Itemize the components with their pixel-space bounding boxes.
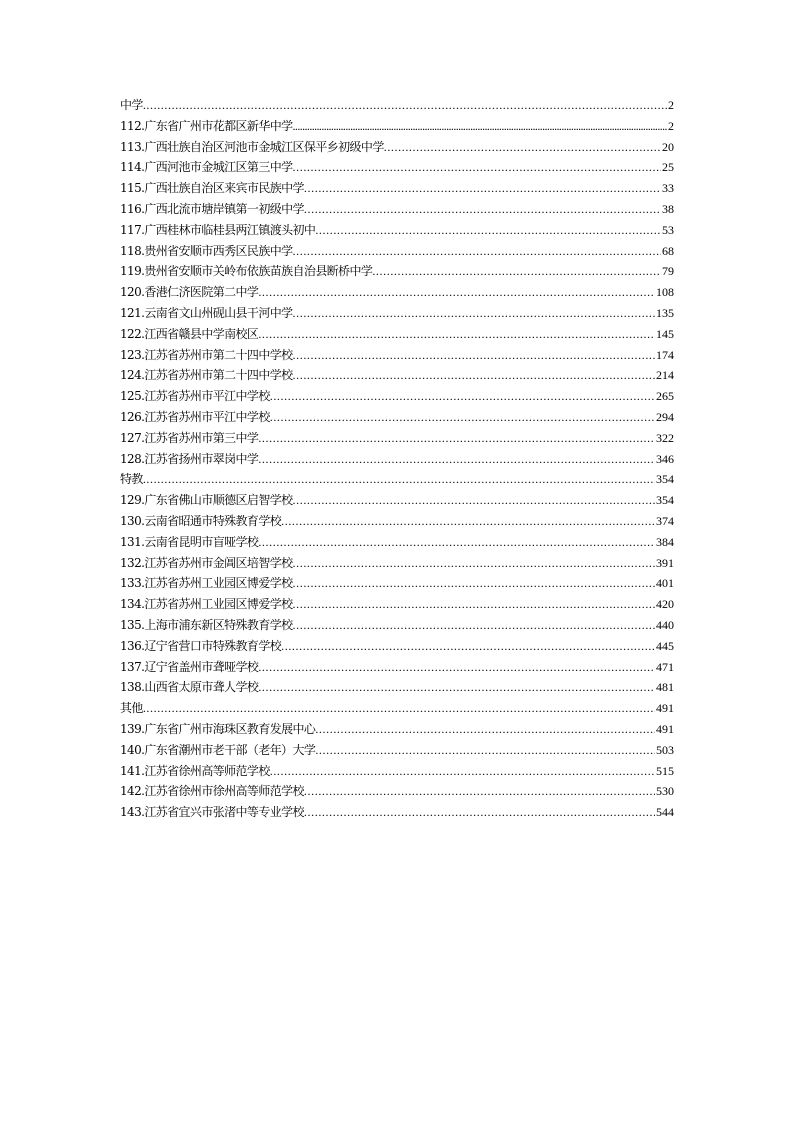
toc-entry[interactable] (120, 802, 674, 823)
toc-dot-leader (315, 740, 655, 761)
toc-entry[interactable] (120, 469, 674, 490)
toc-entry[interactable] (120, 407, 674, 428)
toc-entry-page-number: 38 (662, 201, 674, 216)
toc-entry[interactable] (120, 615, 674, 636)
toc-entry-page-number: 354 (656, 493, 674, 508)
toc-entry-title: 130.云南省昭通市特殊教育学校 (120, 513, 282, 528)
toc-entry-page-number: 2 (668, 98, 674, 112)
toc-dot-leader (304, 802, 655, 823)
toc-entry-title: 135.上海市浦东新区特殊教育学校 (120, 617, 293, 632)
toc-entry-page-number: 108 (656, 285, 674, 300)
toc-entry-page-number: 384 (656, 534, 674, 549)
toc-entry-title: 122.江西省赣县中学南校区 (120, 326, 259, 341)
toc-entry-title: 119.贵州省安顺市关岭布依族苗族自治县断桥中学 (120, 264, 373, 279)
toc-entry-title: 126.江苏省苏州市平江中学校 (120, 409, 270, 424)
toc-dot-leader (270, 407, 655, 428)
toc-entry[interactable] (120, 116, 674, 137)
toc-entry-title: 其他 (120, 701, 143, 716)
toc-entry[interactable] (120, 199, 674, 220)
toc-entry-title: 140.广东省潮州市老干部（老年）大学 (120, 742, 316, 757)
toc-entry-page-number: 2 (668, 118, 674, 133)
toc-entry-title: 中学 (120, 98, 143, 112)
toc-entry[interactable] (120, 511, 674, 532)
toc-entry-title: 121.云南省文山州砚山县干河中学 (120, 305, 293, 320)
toc-dot-leader (304, 199, 661, 220)
toc-dot-leader (143, 698, 655, 719)
toc-entry-title: 112.广东省广州市花都区新华中学 (120, 118, 293, 133)
toc-entry[interactable] (120, 365, 674, 386)
toc-dot-leader (281, 636, 655, 657)
toc-entry-page-number: 354 (656, 472, 674, 487)
toc-entry-title: 143.江苏省宜兴市张渚中等专业学校 (120, 805, 304, 820)
toc-dot-leader (258, 428, 655, 449)
toc-entry[interactable] (120, 719, 674, 740)
toc-entry-page-number: 79 (662, 264, 674, 279)
toc-entry[interactable] (120, 282, 674, 303)
toc-dot-leader (270, 761, 655, 782)
toc-entry[interactable] (120, 220, 674, 241)
toc-dot-leader (258, 282, 655, 303)
toc-dot-leader (293, 594, 655, 615)
toc-entry-page-number: 401 (656, 576, 674, 591)
toc-entry-page-number: 135 (656, 305, 674, 320)
toc-entry-page-number: 145 (656, 326, 674, 341)
toc-dot-leader (293, 116, 667, 137)
toc-dot-leader (258, 324, 655, 345)
toc-entry-title: 128.江苏省扬州市翠岗中学 (120, 451, 259, 466)
toc-entry-page-number: 265 (656, 389, 674, 404)
toc-entry-page-number: 391 (656, 555, 674, 570)
toc-entry[interactable] (120, 178, 674, 199)
toc-entry[interactable] (120, 261, 674, 282)
toc-entry-title: 137.辽宁省盖州市聋哑学校 (120, 659, 259, 674)
toc-entry-page-number: 53 (662, 222, 674, 237)
toc-dot-leader (258, 532, 655, 553)
toc-dot-leader (293, 157, 661, 178)
toc-entry-title: 125.江苏省苏州市平江中学校 (120, 389, 270, 404)
toc-entry[interactable] (120, 137, 674, 158)
toc-entry-title: 114.广西河池市金城江区第三中学 (120, 160, 293, 175)
toc-entry[interactable] (120, 490, 674, 511)
toc-dot-leader (258, 677, 655, 698)
toc-dot-leader (293, 573, 655, 594)
toc-dot-leader (258, 449, 655, 470)
toc-entry[interactable] (120, 594, 674, 615)
toc-dot-leader (293, 303, 655, 324)
toc-entry[interactable] (120, 553, 674, 574)
toc-dot-leader (293, 365, 655, 386)
toc-dot-leader (293, 615, 655, 636)
toc-entry-page-number: 214 (656, 368, 674, 383)
toc-entry-page-number: 294 (656, 409, 674, 424)
toc-dot-leader (293, 553, 655, 574)
toc-entry[interactable] (120, 761, 674, 782)
toc-entry-title: 116.广西北流市塘岸镇第一初级中学 (120, 201, 304, 216)
toc-entry-page-number: 25 (662, 160, 674, 175)
toc-entry[interactable] (120, 636, 674, 657)
toc-entry-title: 特教 (120, 472, 143, 487)
toc-entry-title: 113.广西壮族自治区河池市金城江区保平乡初级中学 (120, 139, 384, 154)
toc-entry-page-number: 491 (656, 721, 674, 736)
toc-entry-page-number: 471 (656, 659, 674, 674)
toc-entry-page-number: 420 (656, 597, 674, 612)
toc-entry[interactable] (120, 241, 674, 262)
toc-dot-leader (143, 469, 655, 490)
toc-entry-title: 124.江苏省苏州市第二十四中学校 (120, 368, 293, 383)
toc-entry-page-number: 33 (662, 181, 674, 196)
toc-dot-leader (258, 657, 655, 678)
toc-entry-page-number: 481 (656, 680, 674, 695)
toc-entry-title: 120.香港仁济医院第二中学 (120, 285, 259, 300)
toc-dot-leader (384, 137, 661, 158)
toc-entry-page-number: 20 (662, 139, 674, 154)
toc-dot-leader (281, 511, 655, 532)
toc-entry[interactable] (120, 532, 674, 553)
toc-entry-title: 118.贵州省安顺市西秀区民族中学 (120, 243, 293, 258)
toc-entry[interactable] (120, 157, 674, 178)
table-of-contents (120, 95, 674, 823)
toc-entry[interactable] (120, 428, 674, 449)
toc-entry-title: 127.江苏省苏州市第三中学 (120, 430, 259, 445)
toc-entry-page-number: 440 (656, 617, 674, 632)
toc-entry[interactable] (120, 303, 674, 324)
toc-entry-title: 117.广西桂林市临桂县两江镇渡头初中 (120, 222, 316, 237)
toc-entry-title: 129.广东省佛山市顺德区启智学校 (120, 493, 293, 508)
toc-entry[interactable] (120, 573, 674, 594)
toc-entry-title: 138.山西省太原市聋人学校 (120, 680, 259, 695)
toc-entry[interactable] (120, 449, 674, 470)
toc-entry-page-number: 445 (656, 638, 674, 653)
toc-entry-title: 131.云南省昆明市盲哑学校 (120, 534, 259, 549)
toc-dot-leader (315, 719, 655, 740)
toc-dot-leader (304, 781, 655, 802)
toc-entry-title: 123.江苏省苏州市第二十四中学校 (120, 347, 293, 362)
toc-dot-leader (293, 241, 661, 262)
toc-entry[interactable] (120, 781, 674, 802)
toc-entry-title: 133.江苏省苏州工业园区博爱学校 (120, 576, 293, 591)
toc-entry[interactable] (120, 698, 674, 719)
toc-entry[interactable] (120, 345, 674, 366)
toc-entry-title: 139.广东省广州市海珠区教育发展中心 (120, 721, 316, 736)
toc-entry-title: 136.辽宁省营口市特殊教育学校 (120, 638, 282, 653)
toc-entry-page-number: 503 (656, 742, 674, 757)
toc-entry[interactable] (120, 95, 674, 116)
toc-entry[interactable] (120, 324, 674, 345)
toc-entry-title: 134.江苏省苏州工业园区博爱学校 (120, 597, 293, 612)
toc-dot-leader (293, 490, 655, 511)
toc-entry[interactable] (120, 386, 674, 407)
toc-entry[interactable] (120, 677, 674, 698)
toc-entry-page-number: 515 (656, 763, 674, 778)
toc-entry-page-number: 491 (656, 701, 674, 716)
toc-dot-leader (293, 345, 655, 366)
toc-entry-title: 132.江苏省苏州市金阊区培智学校 (120, 555, 293, 570)
toc-dot-leader (315, 220, 661, 241)
toc-entry-page-number: 374 (656, 513, 674, 528)
toc-entry[interactable] (120, 740, 674, 761)
toc-dot-leader (304, 178, 661, 199)
toc-entry-page-number: 530 (656, 784, 674, 799)
toc-dot-leader (270, 386, 655, 407)
toc-entry-page-number: 346 (656, 451, 674, 466)
toc-entry[interactable] (120, 657, 674, 678)
toc-dot-leader (143, 95, 667, 116)
toc-entry-title: 142.江苏省徐州市徐州高等师范学校 (120, 784, 304, 799)
toc-entry-title: 115.广西壮族自治区来宾市民族中学 (120, 181, 304, 196)
toc-entry-page-number: 544 (656, 805, 674, 820)
toc-entry-title: 141.江苏省徐州高等师范学校 (120, 763, 270, 778)
toc-entry-page-number: 174 (656, 347, 674, 362)
toc-entry-page-number: 322 (656, 430, 674, 445)
toc-entry-page-number: 68 (662, 243, 674, 258)
toc-dot-leader (372, 261, 661, 282)
